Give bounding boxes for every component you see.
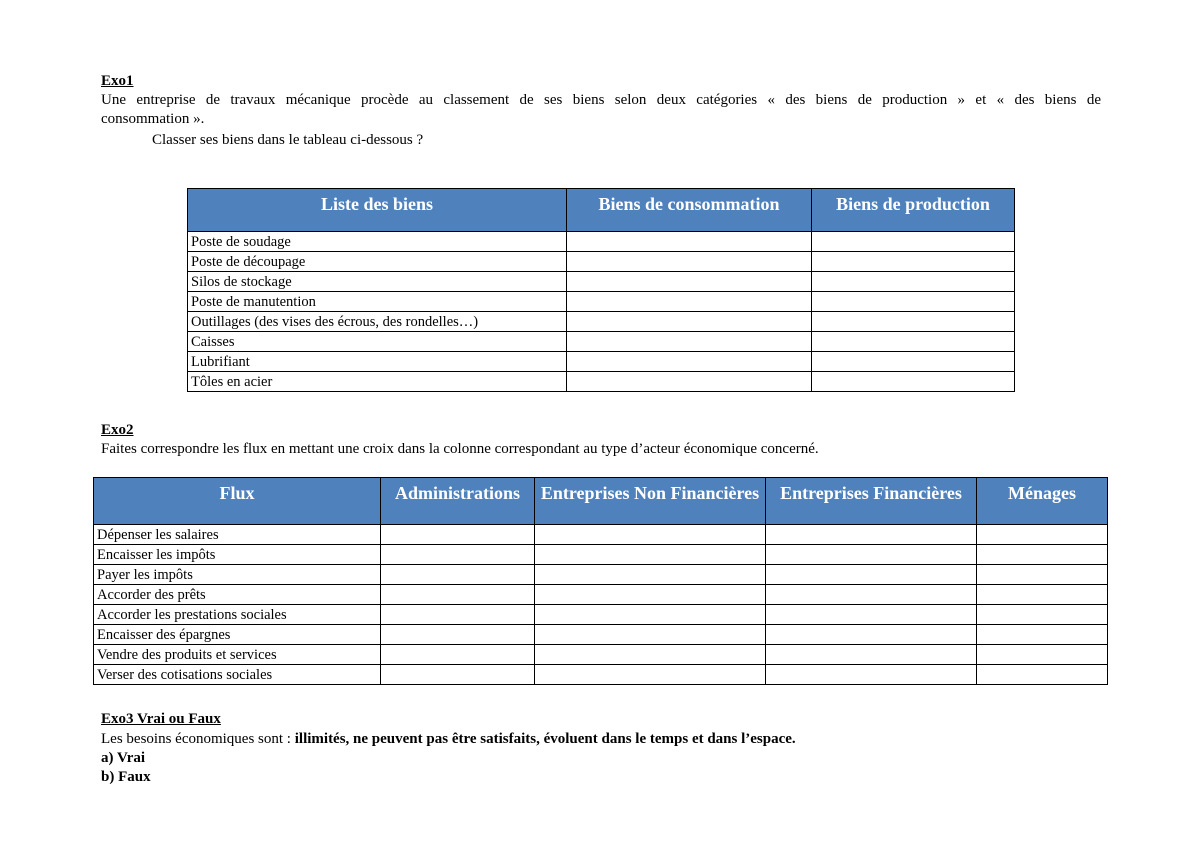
exo1-answer-cell[interactable] xyxy=(812,332,1015,352)
exo2-answer-cell[interactable] xyxy=(977,625,1108,645)
exo1-answer-cell[interactable] xyxy=(567,232,812,252)
exo2-answer-cell[interactable] xyxy=(381,545,535,565)
exo1-table-row xyxy=(188,352,1015,372)
exo1-table-row xyxy=(188,272,1015,292)
exo2-table-row xyxy=(94,665,1108,685)
exo1-header-consommation: Biens de consommation xyxy=(567,189,812,232)
exo2-answer-cell[interactable] xyxy=(977,565,1108,585)
exo2-answer-cell[interactable] xyxy=(766,525,977,545)
exo2-row-label: Encaisser les impôts xyxy=(94,545,381,565)
exo1-answer-cell[interactable] xyxy=(567,372,812,392)
exo1-answer-cell[interactable] xyxy=(812,372,1015,392)
exo2-answer-cell[interactable] xyxy=(977,665,1108,685)
exo3-title: Exo3 Vrai ou Faux xyxy=(101,711,221,727)
exo2-answer-cell[interactable] xyxy=(381,625,535,645)
exo1-answer-cell[interactable] xyxy=(812,252,1015,272)
exo1-answer-cell[interactable] xyxy=(567,292,812,312)
exo1-row-label: Silos de stockage xyxy=(188,272,567,292)
exo3-question-prefix: Les besoins économiques sont : xyxy=(101,731,295,747)
exo2-answer-cell[interactable] xyxy=(535,605,766,625)
exo3-option-b-letter: b) xyxy=(101,769,115,785)
exo2-answer-cell[interactable] xyxy=(766,605,977,625)
exo1-table-row xyxy=(188,332,1015,352)
exo2-row-label: Verser des cotisations sociales xyxy=(94,665,381,685)
exo2-answer-cell[interactable] xyxy=(381,565,535,585)
exo2-answer-cell[interactable] xyxy=(535,645,766,665)
exo1-text-line2: consommation ». xyxy=(101,111,205,127)
exo1-row-label: Tôles en acier xyxy=(188,372,567,392)
exo2-answer-cell[interactable] xyxy=(977,525,1108,545)
exo1-answer-cell[interactable] xyxy=(812,272,1015,292)
exo2-table-body xyxy=(94,525,1108,685)
exo2-answer-cell[interactable] xyxy=(381,605,535,625)
exo3-option-b xyxy=(101,768,151,786)
exo2-row-label: Accorder les prestations sociales xyxy=(94,605,381,625)
exo2-answer-cell[interactable] xyxy=(766,665,977,685)
exo2-answer-cell[interactable] xyxy=(535,565,766,585)
exo2-table-row xyxy=(94,565,1108,585)
exo2-answer-cell[interactable] xyxy=(977,645,1108,665)
exo2-answer-cell[interactable] xyxy=(766,625,977,645)
exo1-header-production: Biens de production xyxy=(812,189,1015,232)
exo2-table-row xyxy=(94,545,1108,565)
exo1-header-liste: Liste des biens xyxy=(188,189,567,232)
exo2-answer-cell[interactable] xyxy=(381,585,535,605)
exo1-table-row xyxy=(188,312,1015,332)
exo3-option-a xyxy=(101,749,145,767)
exo2-answer-cell[interactable] xyxy=(977,585,1108,605)
exo1-answer-cell[interactable] xyxy=(567,352,812,372)
exo3-option-a-letter: a) xyxy=(101,750,114,766)
exo3-question-bold: illimités, ne peuvent pas être satisfaits, évoluent dans le temps et dans l’espace. xyxy=(294,731,796,747)
exo1-row-label: Caisses xyxy=(188,332,567,352)
exo1-answer-cell[interactable] xyxy=(812,232,1015,252)
exo2-header-entreprises-financieres: Entreprises Financières xyxy=(766,478,977,525)
exo3-option-a-text: Vrai xyxy=(113,750,146,766)
exo1-row-label: Poste de manutention xyxy=(188,292,567,312)
exo2-answer-cell[interactable] xyxy=(535,545,766,565)
exo2-row-label: Vendre des produits et services xyxy=(94,645,381,665)
exo2-answer-cell[interactable] xyxy=(381,525,535,545)
exo2-answer-cell[interactable] xyxy=(766,565,977,585)
exo2-title: Exo2 xyxy=(101,422,134,438)
exo1-answer-cell[interactable] xyxy=(567,312,812,332)
exo2-answer-cell[interactable] xyxy=(535,665,766,685)
exo2-instruction: Faites correspondre les flux en mettant une croix dans la colonne correspondant au type d’acteur économique concerné. xyxy=(101,441,819,457)
exo1-row-label: Lubrifiant xyxy=(188,352,567,372)
exo2-table-row xyxy=(94,625,1108,645)
exo1-answer-cell[interactable] xyxy=(812,352,1015,372)
exo2-table-row xyxy=(94,645,1108,665)
exo1-table-row xyxy=(188,372,1015,392)
exo1-answer-cell[interactable] xyxy=(567,272,812,292)
exo2-answer-cell[interactable] xyxy=(381,665,535,685)
exo1-title: Exo1 xyxy=(101,73,134,89)
exo2-row-label: Dépenser les salaires xyxy=(94,525,381,545)
exo1-answer-cell[interactable] xyxy=(812,312,1015,332)
exo2-header-menages: Ménages xyxy=(977,478,1108,525)
exo2-row-label: Payer les impôts xyxy=(94,565,381,585)
exo1-row-label: Outillages (des vises des écrous, des rondelles…) xyxy=(188,312,567,332)
exo3-option-b-text: Faux xyxy=(114,769,151,785)
exo2-row-label: Accorder des prêts xyxy=(94,585,381,605)
exo1-table-row xyxy=(188,252,1015,272)
exo2-answer-cell[interactable] xyxy=(766,545,977,565)
exo2-header-administrations: Administrations xyxy=(381,478,535,525)
exo2-table-row xyxy=(94,525,1108,545)
exo1-table-body xyxy=(188,232,1015,392)
exo2-table-row xyxy=(94,605,1108,625)
exo1-answer-cell[interactable] xyxy=(567,252,812,272)
exo1-text-line1: Une entreprise de travaux mécanique procède au classement de ses biens selon deux catégories « des biens de production » et « des biens de xyxy=(101,92,1101,108)
exo2-answer-cell[interactable] xyxy=(535,585,766,605)
exo1-row-label: Poste de découpage xyxy=(188,252,567,272)
exo2-answer-cell[interactable] xyxy=(535,625,766,645)
exo2-answer-cell[interactable] xyxy=(535,525,766,545)
exo2-answer-cell[interactable] xyxy=(381,645,535,665)
exo1-table-row xyxy=(188,232,1015,252)
exo2-header-flux: Flux xyxy=(94,478,381,525)
exo1-table-row xyxy=(188,292,1015,312)
exo2-table xyxy=(93,477,1108,685)
exo2-answer-cell[interactable] xyxy=(766,585,977,605)
exo1-answer-cell[interactable] xyxy=(812,292,1015,312)
exo1-answer-cell[interactable] xyxy=(567,332,812,352)
exo2-header-entreprises-non-financieres: Entreprises Non Financières xyxy=(535,478,766,525)
exo1-table xyxy=(187,188,1015,392)
exo2-answer-cell[interactable] xyxy=(977,545,1108,565)
exo2-answer-cell[interactable] xyxy=(766,645,977,665)
exo1-row-label: Poste de soudage xyxy=(188,232,567,252)
exo2-answer-cell[interactable] xyxy=(977,605,1108,625)
exo1-instruction: Classer ses biens dans le tableau ci-dessous ? xyxy=(152,132,424,148)
exo2-row-label: Encaisser des épargnes xyxy=(94,625,381,645)
exo3-question xyxy=(101,730,796,748)
exo2-table-row xyxy=(94,585,1108,605)
